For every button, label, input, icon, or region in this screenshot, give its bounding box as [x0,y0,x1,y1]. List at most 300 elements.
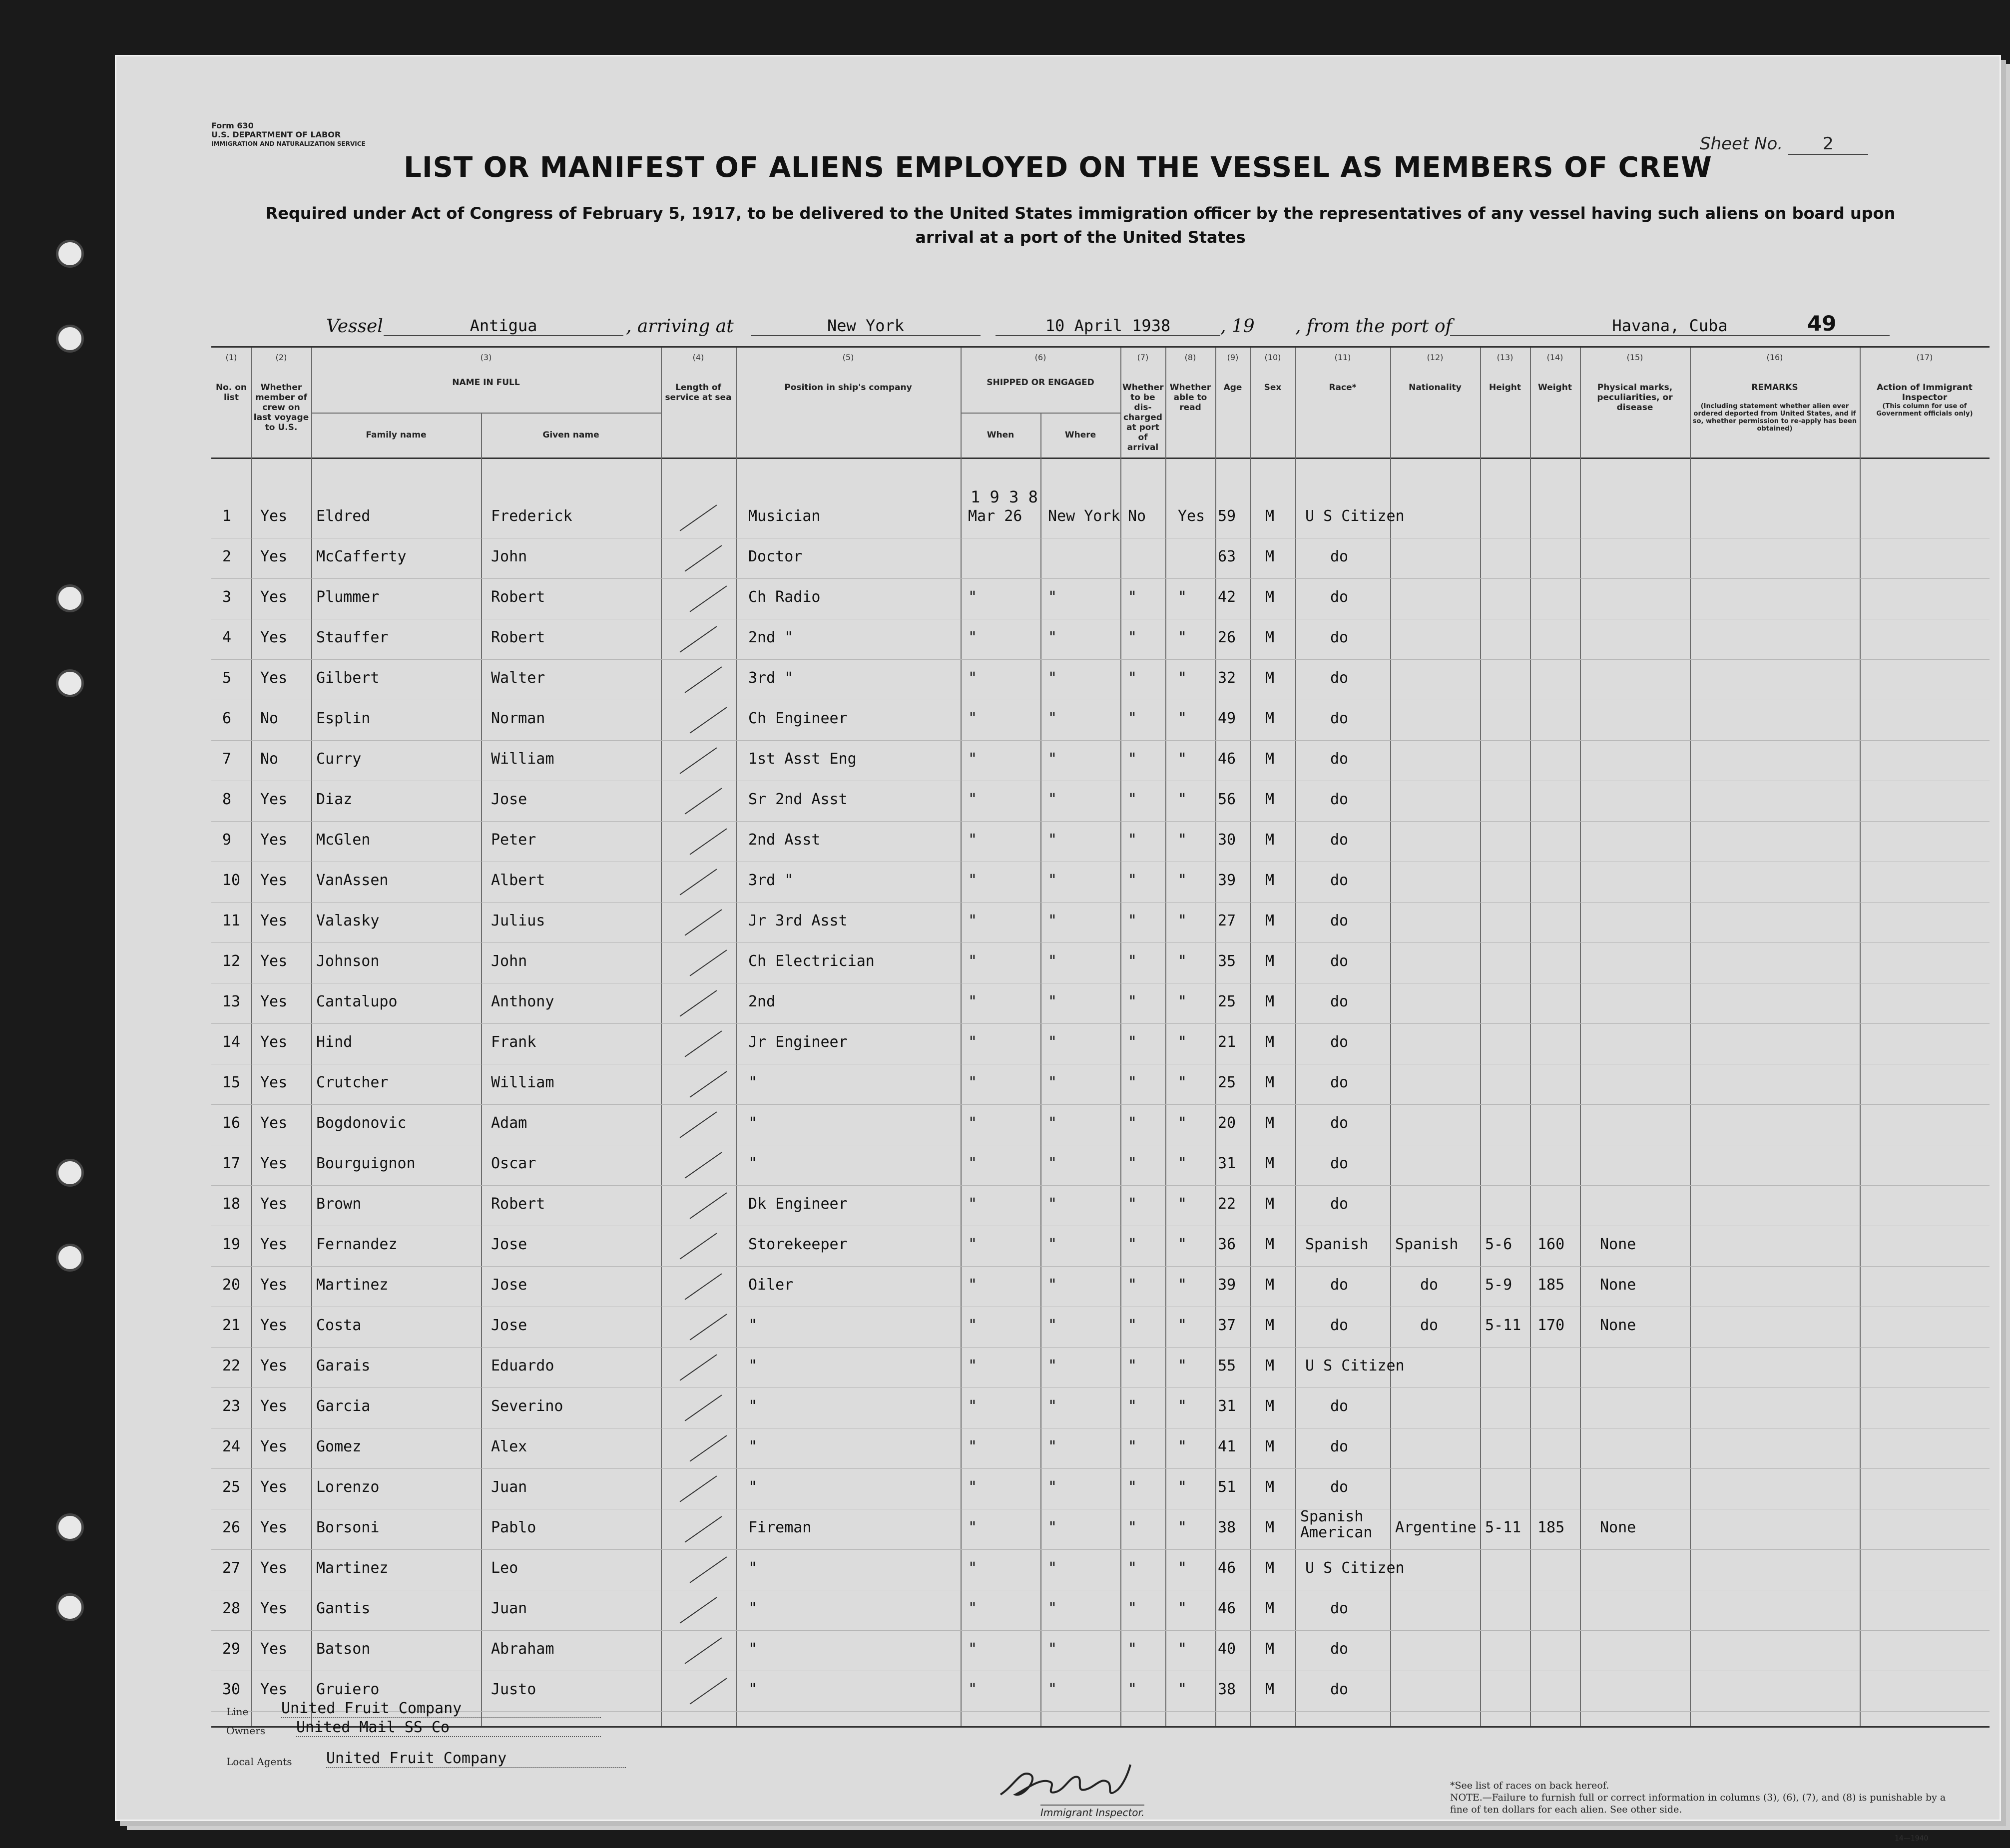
table-row-rule [211,1347,1990,1348]
weight: 185 [1537,1276,1565,1294]
service-slash-mark [680,990,717,1016]
position: 3rd " [748,669,794,687]
position: " [748,1438,758,1455]
nationality: do [1420,1276,1439,1294]
service-slash-mark [690,1556,727,1583]
able-to-read: " [1178,872,1187,889]
crew-last-voyage: Yes [260,1236,288,1253]
family-name: Bourguignon [316,1155,416,1172]
given-name: Juan [491,1600,527,1617]
discharged-at-port: " [1128,1276,1137,1294]
sex: M [1265,548,1275,565]
family-name: Curry [316,750,362,768]
name-subheader-rule [311,413,661,414]
department-name: U.S. DEPARTMENT OF LABOR [211,130,341,139]
family-name: Crutcher [316,1074,389,1091]
race: do [1330,1478,1349,1496]
family-name: VanAssen [316,872,389,889]
position: " [748,1600,758,1617]
column-divider [1120,348,1121,1726]
family-name: Fernandez [316,1236,398,1253]
shipped-when: " [968,1074,978,1091]
crew-last-voyage: Yes [260,1640,288,1658]
age: 38 [1218,1681,1236,1698]
row-number: 7 [222,750,232,768]
age: 40 [1218,1640,1236,1658]
column-header: Action of Immigrant Inspector [1877,383,1973,403]
column-header: REMARKS [1751,383,1798,393]
nationality: do [1420,1317,1439,1334]
agents-label: Local Agents [226,1756,292,1768]
shipped-when: " [968,629,978,646]
shipped-where: " [1048,1155,1057,1172]
race: do [1330,629,1349,646]
age: 31 [1218,1155,1236,1172]
family-name: Cantalupo [316,993,398,1010]
able-to-read: " [1178,1681,1187,1698]
service-slash-mark [690,707,727,733]
shipped-where: New York [1048,507,1120,525]
crew-last-voyage: Yes [260,669,288,687]
column-header: Weight [1538,383,1572,393]
position: Oiler [748,1276,794,1294]
sex: M [1265,993,1275,1010]
service-slash-mark [680,1597,717,1623]
position: 3rd " [748,872,794,889]
race: U S Citizen [1305,1357,1405,1375]
column-divider [1215,348,1216,1726]
able-to-read: " [1178,1640,1187,1658]
able-to-read: " [1178,669,1187,687]
weight: 170 [1537,1317,1565,1334]
shipped-where: " [1048,1640,1057,1658]
family-name: Hind [316,1033,353,1051]
service-slash-mark [680,504,717,531]
year-label: , 19 [1220,316,1255,337]
sex: M [1265,791,1275,808]
shipped-when: " [968,1478,978,1496]
discharged-at-port: " [1128,1195,1137,1213]
row-number: 21 [222,1317,241,1334]
given-name: Oscar [491,1155,536,1172]
sex: M [1265,1478,1275,1496]
height: 5-11 [1485,1317,1521,1334]
discharged-at-port: " [1128,1559,1137,1577]
age: 22 [1218,1195,1236,1213]
crew-last-voyage: Yes [260,1074,288,1091]
weight: 160 [1537,1236,1565,1253]
race: do [1330,831,1349,849]
crew-last-voyage: No [260,710,279,727]
given-name: Walter [491,669,545,687]
sex: M [1265,1195,1275,1213]
given-name: Julius [491,912,545,929]
given-name: Jose [491,1317,527,1334]
family-name: McGlen [316,831,371,849]
family-name: Diaz [316,791,353,808]
service-slash-mark [690,1071,727,1097]
column-header: Whether to be dis-charged at port of arrival [1122,383,1164,453]
age: 46 [1218,1600,1236,1617]
shipped-when: " [968,1559,978,1577]
shipped-when: " [968,1276,978,1294]
service-slash-mark [680,1354,717,1381]
given-name: Frederick [491,507,572,525]
crew-last-voyage: Yes [260,1397,288,1415]
shipped-where: " [1048,588,1057,606]
column-divider [1295,348,1296,1726]
height: 5-11 [1485,1519,1521,1536]
line-label: Line [226,1706,249,1718]
crew-last-voyage: Yes [260,1155,288,1172]
discharged-at-port: " [1128,1640,1137,1658]
column-divider [1530,348,1531,1726]
table-row-rule [211,659,1990,660]
sex: M [1265,507,1275,525]
discharged-at-port: " [1128,1074,1137,1091]
service-slash-mark [685,1273,722,1300]
row-number: 8 [222,791,232,808]
shipped-when: " [968,1155,978,1172]
sex: M [1265,1681,1275,1698]
shipped-where: " [1048,831,1057,849]
service-slash-mark [680,1233,717,1259]
service-slash-mark [680,869,717,895]
given-name: John [491,548,527,565]
binder-hole [56,584,84,612]
column-divider [661,348,662,1726]
family-name: Stauffer [316,629,389,646]
column-number: (17) [1916,353,1933,362]
age: 31 [1218,1397,1236,1415]
age: 37 [1218,1317,1236,1334]
column-divider [311,348,312,1726]
age: 56 [1218,791,1236,808]
service-slash-mark [690,949,727,976]
nationality: Argentine [1395,1519,1477,1536]
row-number: 14 [222,1033,241,1051]
age: 41 [1218,1438,1236,1455]
service-slash-mark [685,666,722,693]
discharged-at-port: " [1128,1033,1137,1051]
shipped-when: " [968,912,978,929]
shipped-where: " [1048,629,1057,646]
service-slash-mark [680,1111,717,1138]
family-name: Martinez [316,1276,389,1294]
shipped-where: " [1048,1195,1057,1213]
sex: M [1265,750,1275,768]
position: Ch Electrician [748,952,875,970]
shipped-when: " [968,791,978,808]
crew-last-voyage: Yes [260,872,288,889]
row-number: 6 [222,710,232,727]
column-divider [1580,348,1581,1726]
table-row-rule [211,1630,1990,1631]
binder-hole [56,1244,84,1272]
able-to-read: " [1178,1397,1187,1415]
column-header: Position in ship's company [784,383,912,393]
row-number: 24 [222,1438,241,1455]
position: Dk Engineer [748,1195,848,1213]
row-number: 27 [222,1559,241,1577]
race: do [1330,1681,1349,1698]
age: 63 [1218,548,1236,565]
service-slash-mark [685,1394,722,1421]
table-row-rule [211,1468,1990,1469]
row-number: 23 [222,1397,241,1415]
age: 27 [1218,912,1236,929]
position: Fireman [748,1519,812,1536]
crew-last-voyage: Yes [260,791,288,808]
race: do [1330,1276,1349,1294]
line-value: United Fruit Company [281,1700,601,1718]
race: do [1330,710,1349,727]
race: do [1330,1397,1349,1415]
crew-last-voyage: Yes [260,1478,288,1496]
able-to-read: " [1178,1357,1187,1375]
column-header: Whether able to read [1169,383,1211,413]
crew-last-voyage: Yes [260,831,288,849]
column-number: (9) [1227,353,1239,362]
sex: M [1265,1640,1275,1658]
shipped-where: " [1048,1236,1057,1253]
able-to-read: " [1178,1236,1187,1253]
column-divider [1860,348,1861,1726]
discharged-at-port: " [1128,1114,1137,1132]
vessel-name: Antigua [384,316,623,336]
physical-marks: None [1600,1236,1636,1253]
subcolumn-header: When [987,430,1014,440]
shipped-where: " [1048,1681,1057,1698]
age: 49 [1218,710,1236,727]
family-name: Valasky [316,912,380,929]
race: do [1330,872,1349,889]
service-slash-mark [690,1314,727,1340]
discharged-at-port: " [1128,952,1137,970]
subcolumn-divider [1040,413,1041,1726]
row-number: 1 [222,507,232,525]
given-name: Justo [491,1681,536,1698]
position: Doctor [748,548,803,565]
subcolumn-header: Given name [542,430,599,440]
table-row-rule [211,902,1990,903]
service-slash-mark [685,1152,722,1178]
shipped-where: " [1048,1559,1057,1577]
shipped-where: " [1048,1600,1057,1617]
sex: M [1265,1114,1275,1132]
table-row-rule [211,1104,1990,1105]
table-row-rule [211,1266,1990,1267]
race: do [1330,1195,1349,1213]
able-to-read: " [1178,1478,1187,1496]
column-divider [1165,348,1166,1726]
shipped-when: " [968,1236,978,1253]
service-slash-mark [690,1435,727,1461]
service-slash-mark [680,1475,717,1502]
given-name: Alex [491,1438,527,1455]
discharged-at-port: " [1128,1478,1137,1496]
column-number: (15) [1626,353,1643,362]
given-name: Peter [491,831,536,849]
able-to-read: " [1178,1195,1187,1213]
sex: M [1265,669,1275,687]
able-to-read: " [1178,710,1187,727]
column-number: (11) [1334,353,1351,362]
service-slash-mark [690,1678,727,1704]
shipped-when: " [968,750,978,768]
form-number: Form 630 [211,121,254,130]
shipped-where: " [1048,710,1057,727]
family-name: Martinez [316,1559,389,1577]
row-number: 28 [222,1600,241,1617]
table-row-rule [211,942,1990,943]
row-number: 29 [222,1640,241,1658]
able-to-read: " [1178,831,1187,849]
table-row-rule [211,1549,1990,1550]
shipped-when: " [968,588,978,606]
race: do [1330,1438,1349,1455]
shipped-where: " [1048,750,1057,768]
service-slash-mark [690,585,727,612]
race: do [1330,1640,1349,1658]
able-to-read: " [1178,588,1187,606]
column-header: Race* [1329,383,1357,393]
given-name: Jose [491,791,527,808]
sex: M [1265,831,1275,849]
shipped-where: " [1048,1074,1057,1091]
column-header: Length of service at sea [665,383,732,403]
column-header: No. on list [215,383,247,403]
given-name: Pablo [491,1519,536,1536]
service-slash-mark [685,1516,722,1542]
column-divider [251,348,252,1726]
binder-hole [56,240,84,268]
race: do [1330,588,1349,606]
family-name: Borsoni [316,1519,380,1536]
service-slash-mark [690,828,727,855]
family-name: Garcia [316,1397,371,1415]
row-number: 18 [222,1195,241,1213]
shipped-where: " [1048,1033,1057,1051]
able-to-read: " [1178,629,1187,646]
discharged-at-port: " [1128,993,1137,1010]
discharged-at-port: " [1128,1681,1137,1698]
age: 30 [1218,831,1236,849]
given-name: Juan [491,1478,527,1496]
race: do [1330,548,1349,565]
family-name: Eldred [316,507,371,525]
shipped-when: " [968,1438,978,1455]
discharged-at-port: " [1128,710,1137,727]
race: do [1330,1317,1349,1334]
sex: M [1265,912,1275,929]
crew-last-voyage: Yes [260,912,288,929]
able-to-read: " [1178,791,1187,808]
age: 42 [1218,588,1236,606]
given-name: Jose [491,1276,527,1294]
given-name: Robert [491,588,545,606]
binder-hole [56,1513,84,1541]
discharged-at-port: " [1128,1438,1137,1455]
position: Jr 3rd Asst [748,912,848,929]
family-name: Gomez [316,1438,362,1455]
column-subheader: (This column for use of Government officials only) [1876,403,1973,418]
row-number: 4 [222,629,232,646]
form-identifier [211,121,366,148]
column-number: (7) [1137,353,1149,362]
crew-last-voyage: Yes [260,1681,288,1698]
discharged-at-port: " [1128,872,1137,889]
column-number: (4) [692,353,704,362]
given-name: Norman [491,710,545,727]
position: 1st Asst Eng [748,750,857,768]
table-row-rule [211,821,1990,822]
crew-last-voyage: Yes [260,1600,288,1617]
shipped-when: " [968,710,978,727]
service-name: IMMIGRATION AND NATURALIZATION SERVICE [211,140,366,147]
shipped-when: " [968,1681,978,1698]
given-name: Leo [491,1559,518,1577]
sex: M [1265,629,1275,646]
row-number: 13 [222,993,241,1010]
shipped-when: " [968,1195,978,1213]
given-name: Frank [491,1033,536,1051]
family-name: Gruiero [316,1681,380,1698]
age: 21 [1218,1033,1236,1051]
position: Jr Engineer [748,1033,848,1051]
shipped-when: " [968,1600,978,1617]
position: " [748,1681,758,1698]
crew-last-voyage: Yes [260,1317,288,1334]
age: 26 [1218,629,1236,646]
able-to-read: " [1178,912,1187,929]
discharged-at-port: " [1128,1317,1137,1334]
crew-last-voyage: Yes [260,507,288,525]
column-header: SHIPPED OR ENGAGED [987,378,1094,388]
shipped-where: " [1048,1317,1057,1334]
discharged-at-port: " [1128,1357,1137,1375]
discharged-at-port: " [1128,831,1137,849]
able-to-read: " [1178,1276,1187,1294]
crew-last-voyage: Yes [260,588,288,606]
shipped-when: Mar 26 [968,507,1022,525]
column-header: Nationality [1409,383,1462,393]
able-to-read: " [1178,750,1187,768]
year-annotation: 1 9 3 8 [971,487,1038,506]
sex: M [1265,952,1275,970]
family-name: Johnson [316,952,380,970]
physical-marks: None [1600,1317,1636,1334]
form-code: 14—1940 [1895,1835,1929,1843]
race: do [1330,912,1349,929]
column-number: (8) [1184,353,1196,362]
shipped-when: " [968,872,978,889]
shipped-when: " [968,1317,978,1334]
able-to-read: " [1178,1519,1187,1536]
crew-last-voyage: Yes [260,1559,288,1577]
discharged-at-port: " [1128,1600,1137,1617]
given-name: William [491,750,554,768]
inspector-signature [996,1755,1140,1810]
discharged-at-port: " [1128,912,1137,929]
position: " [748,1114,758,1132]
service-slash-mark [690,1192,727,1219]
family-name: Bogdonovic [316,1114,407,1132]
row-number: 15 [222,1074,241,1091]
shipped-when: " [968,952,978,970]
row-number: 3 [222,588,232,606]
table-row-rule [211,740,1990,741]
